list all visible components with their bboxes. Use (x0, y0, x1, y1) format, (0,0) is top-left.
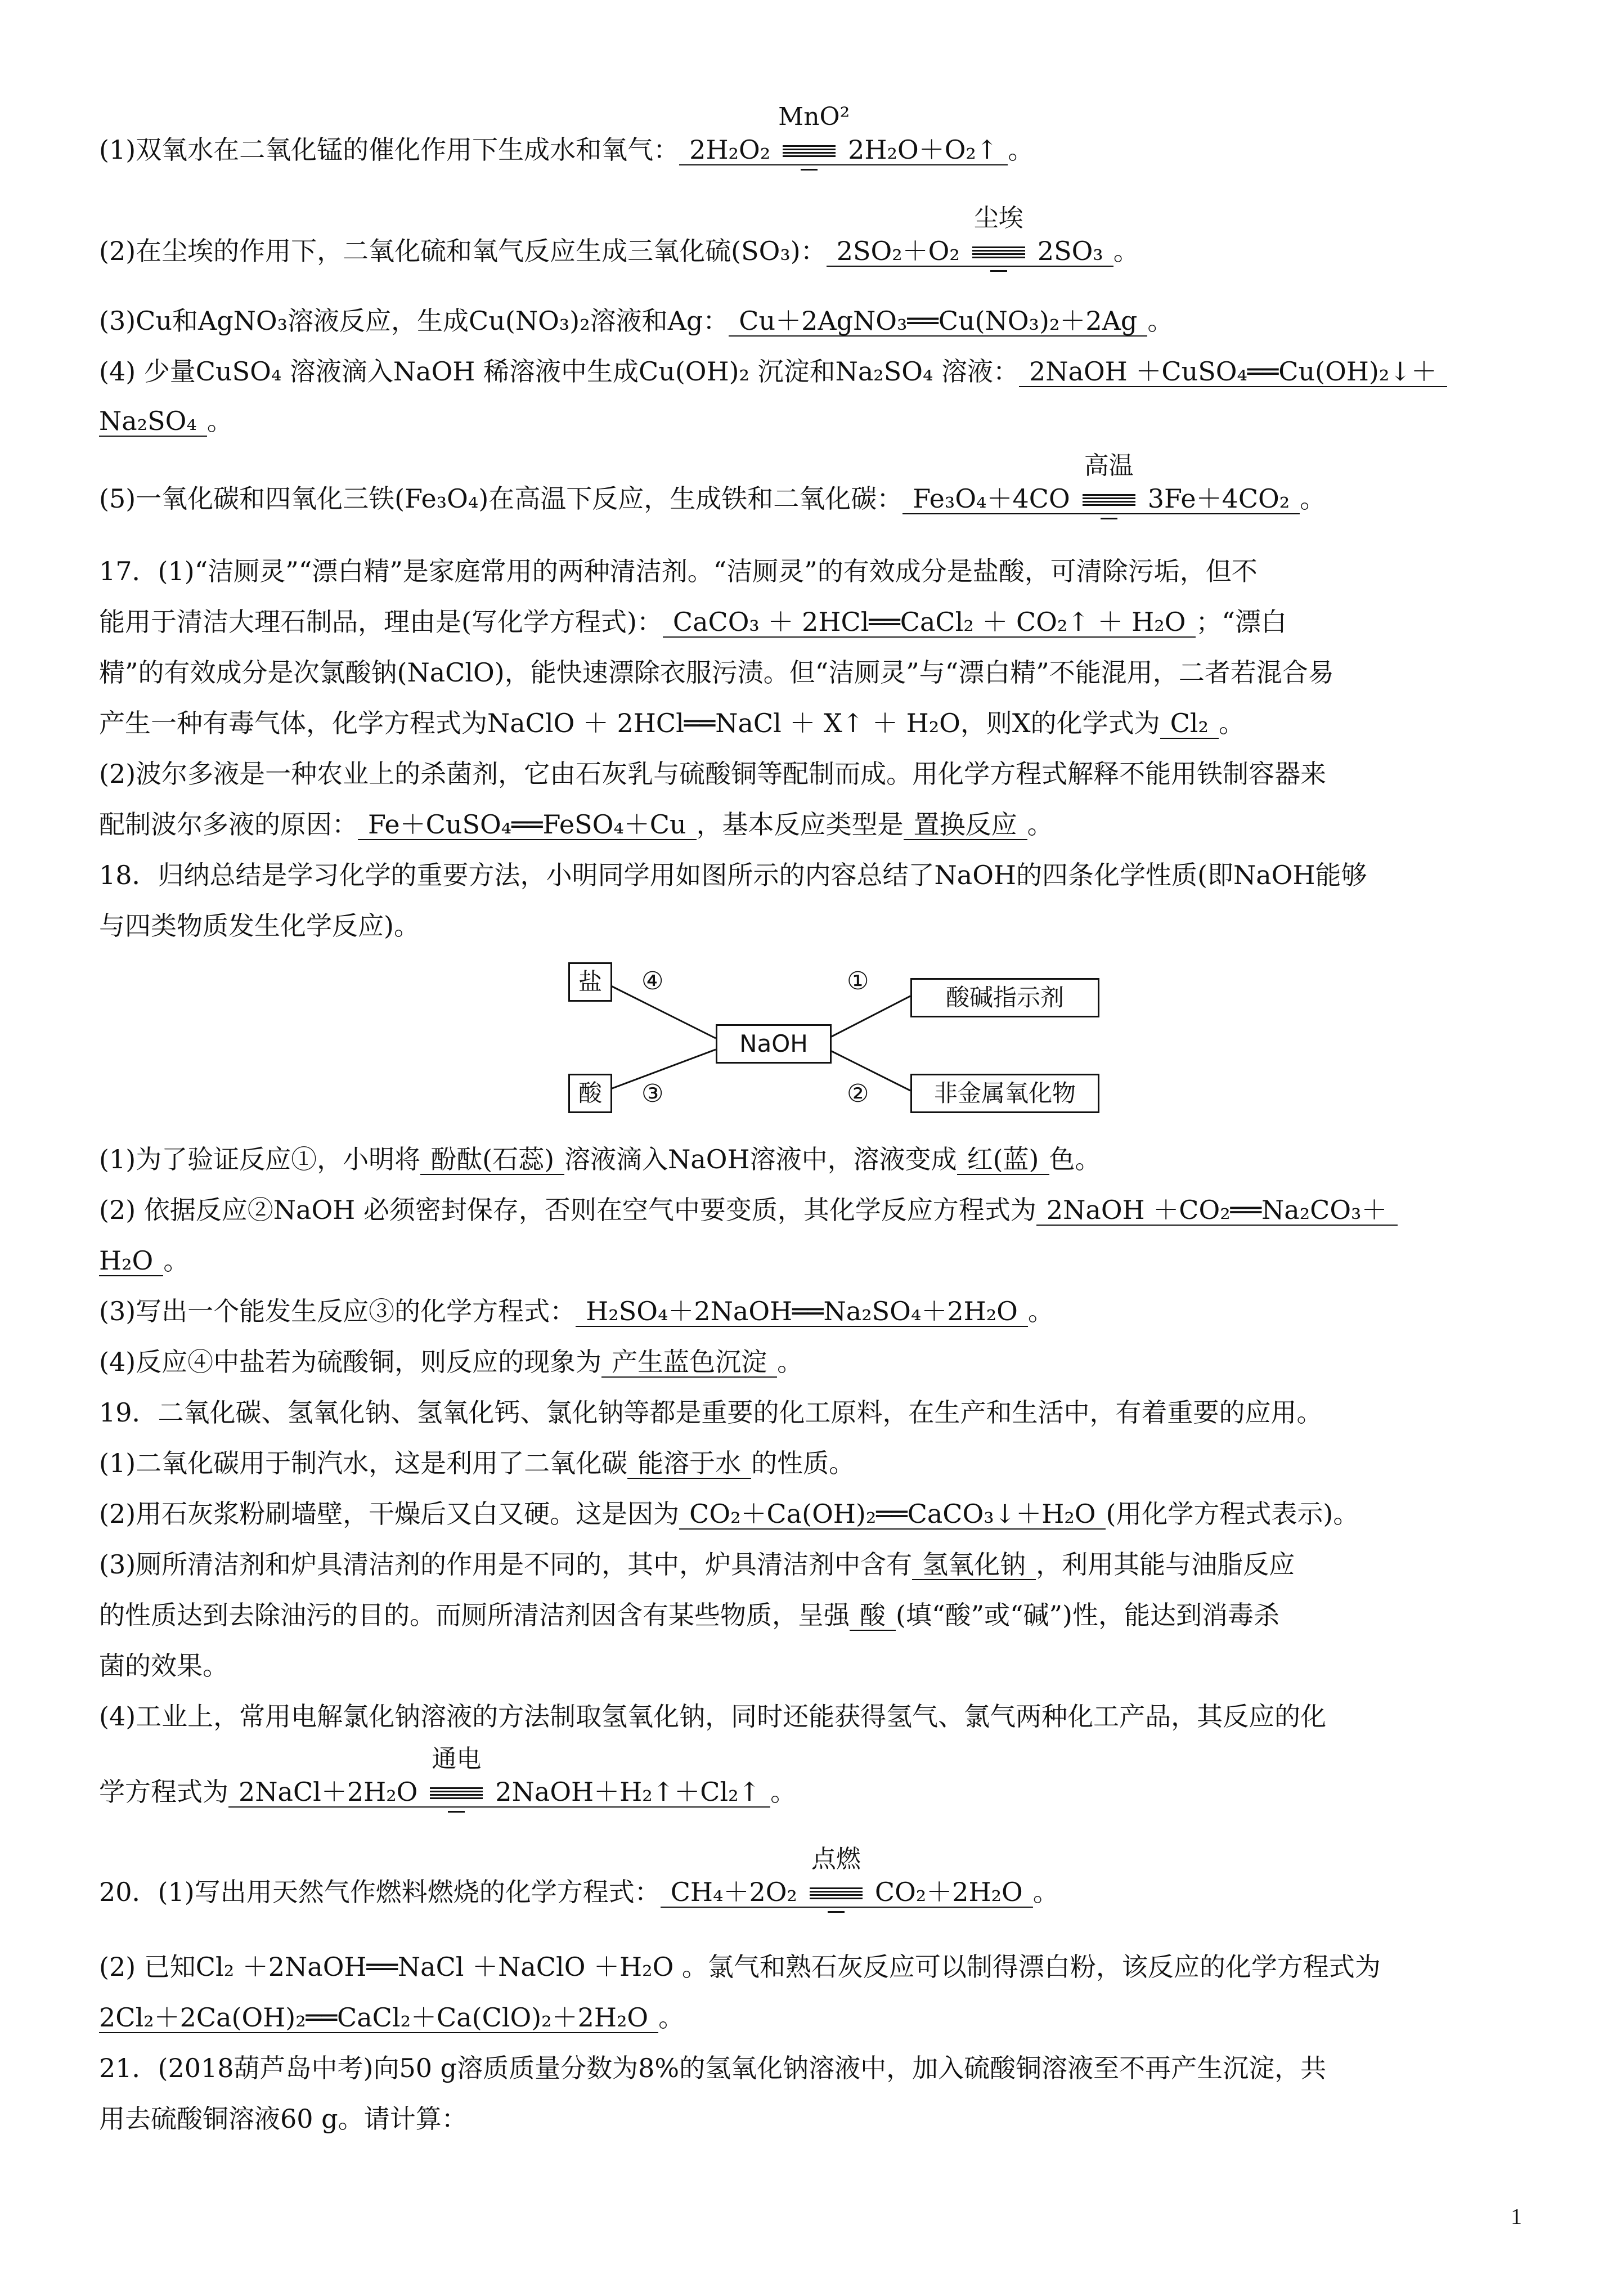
reaction-condition: 尘埃 (968, 232, 1030, 266)
answer-blank: CaCO₃ ＋ 2HCl══CaCl₂ ＋ CO₂↑ ＋ H₂O (663, 607, 1196, 638)
answer-blank: 2H₂O₂ MnO² 2H₂O＋O₂↑ (679, 131, 1008, 165)
answer-blank: 酸 (850, 1600, 896, 1631)
answer-blank: 2NaCl＋2H₂O 通电 2NaOH＋H₂↑＋Cl₂↑ (228, 1773, 770, 1808)
line-21-2: 用去硫酸铜溶液60 g。请计算： (99, 2104, 468, 2134)
answer-blank: 酚酞(石蕊) (420, 1145, 564, 1175)
answer-blank: 产生蓝色沉淀 (601, 1347, 777, 1378)
line-17-5: (2)波尔多液是一种农业上的杀菌剂，它由石灰乳与硫酸铜等配制而成。用化学方程式解释不能用铁制容器来 (99, 759, 1327, 789)
line-20-3: 2Cl₂＋2Ca(OH)₂══CaCl₂＋Ca(ClO)₂＋2H₂O 。 (99, 2002, 685, 2033)
reaction-2-label: ② (847, 1079, 869, 1108)
reaction-condition: 高温 (1078, 479, 1140, 513)
answer-blank: Cl₂ (1160, 708, 1219, 739)
reaction-1-label: ① (847, 967, 869, 995)
answer-blank: 能溶于水 (627, 1449, 751, 1479)
indicator-box: 酸碱指示剂 (910, 978, 1099, 1017)
line-17-2: 能用于清洁大理石制品，理由是(写化学方程式)： CaCO₃ ＋ 2HCl══CaCl₂ ＋ CO₂↑ ＋ H₂O ；“漂白 (99, 607, 1287, 637)
naoh-box: NaOH (716, 1024, 832, 1064)
line-19-8: 学方程式为 2NaCl＋2H₂O 通电 2NaOH＋H₂↑＋Cl₂↑ 。 (99, 1773, 1523, 1809)
line-18-q4: (4)反应④中盐若为硫酸铜，则反应的现象为 产生蓝色沉淀 。 (99, 1347, 803, 1377)
salt-box: 盐 (568, 962, 612, 1002)
answer-blank: 2SO₂＋O₂ 尘埃 2SO₃ (827, 232, 1113, 267)
line-17-4: 产生一种有毒气体，化学方程式为NaClO ＋ 2HCl══NaCl ＋ X↑ ＋ H₂O，则X的化学式为 Cl₂ 。 (99, 708, 1245, 738)
answer-blank: Fe₃O₄＋4CO 高温 3Fe＋4CO₂ (902, 479, 1300, 514)
line-16-4b: Na₂SO₄ 。 (99, 406, 233, 436)
line-16-4a: (4) 少量CuSO₄ 溶液滴入NaOH 稀溶液中生成Cu(OH)₂ 沉淀和Na₂SO₄ 溶液： 2NaOH ＋CuSO₄══Cu(OH)₂↓＋ (99, 355, 1523, 388)
line-19-7: (4)工业上，常用电解氯化钠溶液的方法制取氢氧化钠，同时还能获得氢气、氯气两种化工产品，其反应的化 (99, 1701, 1327, 1732)
line-16-5: (5)一氧化碳和四氧化三铁(Fe₃O₄)在高温下反应，生成铁和二氧化碳： Fe₃O₄＋4CO 高温 3Fe＋4CO₂ 。 (99, 479, 1523, 515)
text: (1)双氧水在二氧化锰的催化作用下生成水和氧气： (99, 134, 680, 165)
answer-blank: CO₂＋Ca(OH)₂══CaCO₃↓＋H₂O (679, 1499, 1106, 1530)
line-19-3: (2)用石灰浆粉刷墙壁，干燥后又白又硬。这是因为 CO₂＋Ca(OH)₂══CaCO₃↓＋H₂O (用化学方程式表示)。 (99, 1499, 1359, 1529)
reaction-3-label: ③ (641, 1079, 664, 1108)
answer-blank: 氢氧化钠 (912, 1550, 1036, 1580)
line-19-5: 的性质达到去除油污的目的。而厕所清洁剂因含有某些物质，呈强 酸 (填“酸”或“碱”)性，能达到消毒杀 (99, 1600, 1279, 1630)
line-16-3: (3)Cu和AgNO₃溶液反应，生成Cu(NO₃)₂溶液和Ag： Cu＋2AgNO₃══Cu(NO₃)₂＋2Ag 。 (99, 306, 1174, 336)
page-number: 1 (1511, 2204, 1522, 2229)
answer-blank: Fe＋CuSO₄══FeSO₄＋Cu (358, 810, 697, 840)
answer-blank: Cu＋2AgNO₃══Cu(NO₃)₂＋2Ag (729, 306, 1147, 337)
line-18-1: 18．归纳总结是学习化学的重要方法，小明同学用如图所示的内容总结了NaOH的四条化学性质(即NaOH能够 (99, 860, 1367, 890)
answer-blank: 2Cl₂＋2Ca(OH)₂══CaCl₂＋Ca(ClO)₂＋2H₂O (99, 2003, 658, 2033)
nonmetal-oxide-box: 非金属氧化物 (910, 1074, 1099, 1113)
line-17-1: 17．(1)“洁厕灵”“漂白精”是家庭常用的两种清洁剂。“洁厕灵”的有效成分是盐酸，可清除污垢，但不 (99, 556, 1258, 586)
line-19-2: (1)二氧化碳用于制汽水，这是利用了二氧化碳 能溶于水 的性质。 (99, 1448, 855, 1478)
line-20-2: (2) 已知Cl₂ ＋2NaOH══NaCl ＋NaClO ＋H₂O 。氯气和熟石灰反应可以制得漂白粉，该反应的化学方程式为 (99, 1952, 1381, 1982)
line-18-2: 与四类物质发生化学反应)。 (99, 911, 420, 941)
line-17-6: 配制波尔多液的原因： Fe＋CuSO₄══FeSO₄＋Cu ，基本反应类型是 置换反应 。 (99, 809, 1053, 840)
line-16-1: (1)双氧水在二氧化锰的催化作用下生成水和氧气： 2H₂O₂ MnO² 2H₂O＋O₂↑ 。 (99, 131, 1523, 167)
line-20-1: 20．(1)写出用天然气作燃料燃烧的化学方程式： CH₄＋2O₂ 点燃 CO₂＋2H₂O 。 (99, 1873, 1523, 1909)
answer-blank: 红(蓝) (957, 1145, 1049, 1175)
line-21-1: 21．(2018葫芦岛中考)向50 g溶质质量分数为8%的氢氧化钠溶液中，加入硫酸铜溶液至不再产生沉淀，共 (99, 2053, 1327, 2083)
line-18-q2: (2) 依据反应②NaOH 必须密封保存，否则在空气中要变质，其化学反应方程式为 2NaOH ＋CO₂══Na₂CO₃＋ (99, 1193, 1523, 1227)
reaction-condition: 点燃 (805, 1873, 867, 1907)
answer-blank: 置换反应 (904, 810, 1027, 840)
answer-blank: CH₄＋2O₂ 点燃 CO₂＋2H₂O (661, 1873, 1033, 1908)
reaction-condition: MnO² (778, 131, 840, 164)
line-18-q2b: H₂O 。 (99, 1245, 190, 1276)
acid-box: 酸 (568, 1074, 612, 1113)
answer-blank: H₂SO₄＋2NaOH══Na₂SO₄＋2H₂O (576, 1297, 1028, 1327)
line-19-4: (3)厕所清洁剂和炉具清洁剂的作用是不同的，其中，炉具清洁剂中含有 氢氧化钠 ，利用其能与油脂反应 (99, 1549, 1295, 1580)
naoh-properties-diagram (563, 957, 1114, 1125)
line-19-1: 19．二氧化碳、氢氧化钠、氢氧化钙、氯化钠等都是重要的化工原料，在生产和生活中，有着重要的应用。 (99, 1397, 1323, 1428)
line-17-3: 精”的有效成分是次氯酸钠(NaClO)，能快速漂除衣服污渍。但“洁厕灵”与“漂白精”不能混用，二者若混合易 (99, 657, 1334, 688)
line-16-2: (2)在尘埃的作用下，二氧化硫和氧气反应生成三氧化硫(SO₃)： 2SO₂＋O₂ 尘埃 2SO₃ 。 (99, 232, 1523, 268)
answer-blank: 2NaOH ＋CO₂══Na₂CO₃＋ (1036, 1195, 1398, 1226)
line-18-q3: (3)写出一个能发生反应③的化学方程式： H₂SO₄＋2NaOH══Na₂SO₄＋2H₂O 。 (99, 1296, 1054, 1326)
answer-blank: 2NaOH ＋CuSO₄══Cu(OH)₂↓＋ (1019, 357, 1447, 387)
answer-blank: H₂O (99, 1246, 163, 1276)
reaction-4-label: ④ (641, 967, 664, 995)
answer-blank: Na₂SO₄ (99, 406, 207, 437)
line-19-6: 菌的效果。 (99, 1651, 228, 1681)
line-18-q1: (1)为了验证反应①，小明将 酚酞(石蕊) 溶液滴入NaOH溶液中，溶液变成 红(蓝) 色。 (99, 1144, 1101, 1174)
reaction-condition: 通电 (425, 1773, 487, 1806)
